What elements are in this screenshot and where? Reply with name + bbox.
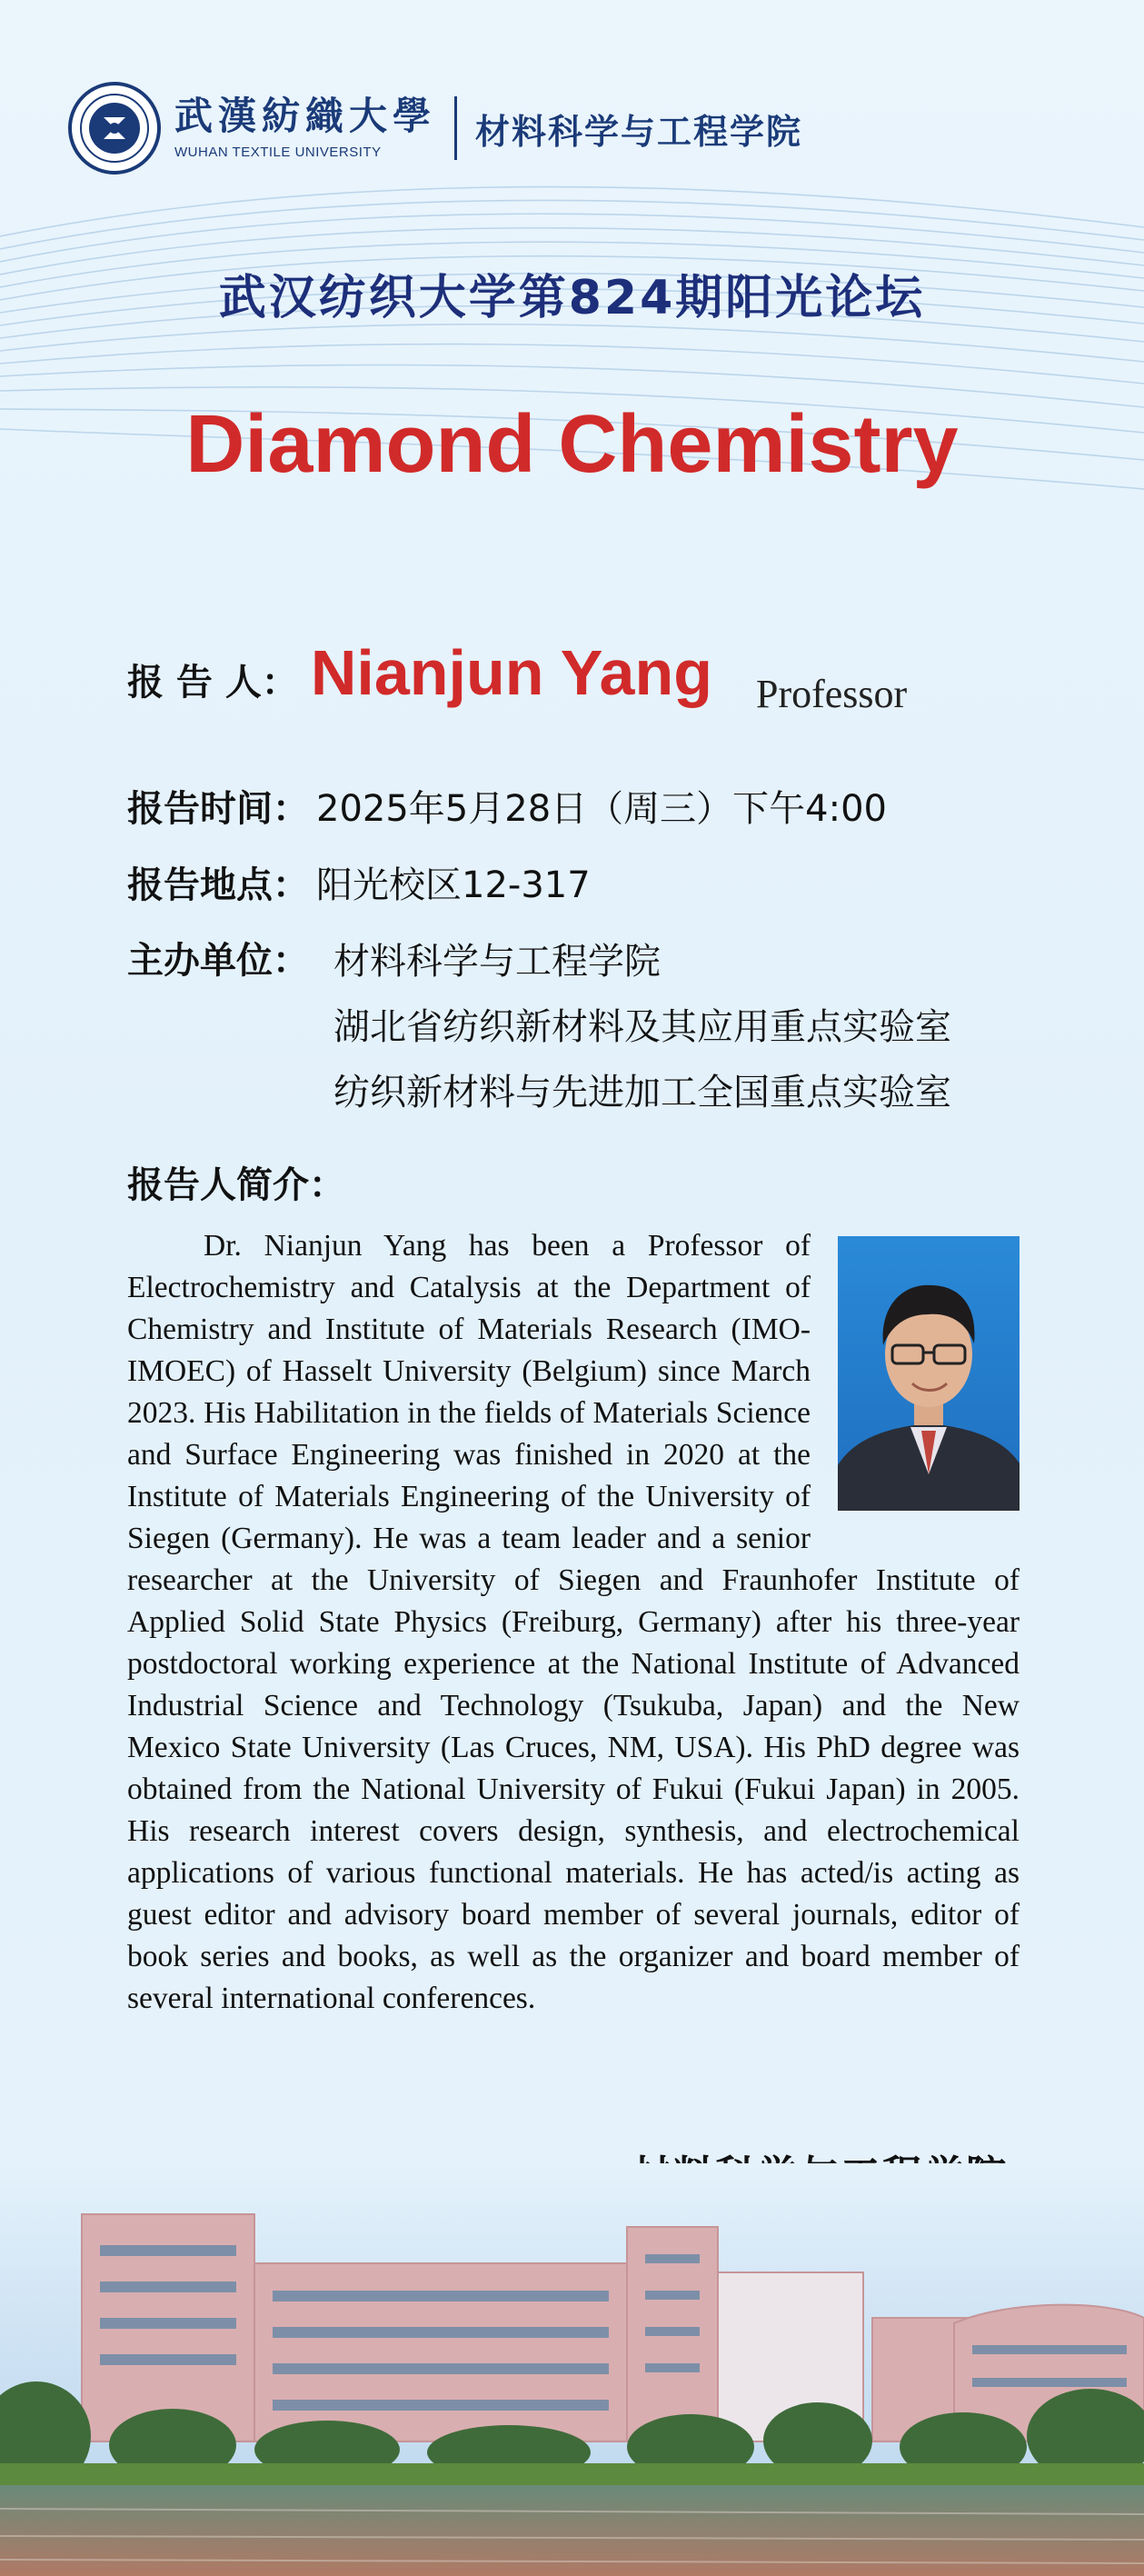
campus-illustration: [0, 2163, 1144, 2576]
speaker-name: Nianjun Yang: [310, 637, 712, 708]
decorative-wave-lines: [0, 182, 1144, 582]
bio-paragraph: [127, 1225, 1020, 2020]
portrait-icon: [838, 1236, 1020, 1511]
organizer-label: 主办单位：: [127, 940, 309, 982]
university-name-cn: 武漢紡織大學: [174, 93, 437, 138]
college-name: 材料科学与工程学院: [475, 111, 803, 152]
talk-title: Diamond Chemistry: [185, 399, 959, 490]
location-row: [127, 856, 591, 908]
organizer-row: [127, 932, 309, 983]
bio-heading: 报告人简介：: [127, 1164, 345, 1206]
header-divider: [454, 96, 457, 160]
university-emblem-icon: [67, 81, 162, 175]
university-name-block: [174, 93, 437, 160]
time-row: [127, 780, 887, 832]
university-name-en: WUHAN TEXTILE UNIVERSITY: [174, 144, 382, 160]
university-header: [67, 78, 802, 178]
location-value: 阳光校区12-317: [316, 864, 591, 906]
speaker-photo: [838, 1236, 1020, 1511]
speaker-title: Professor: [755, 672, 908, 716]
organizer-item: 纺织新材料与先进加工全国重点实验室: [333, 1072, 951, 1113]
location-label: 报告地点：: [127, 864, 309, 906]
bio-text: Dr. Nianjun Yang has been a Professor of Electrochemistry and Catalysis at the Department of Chemistry and Institute of Materials Research (IMO-IMOEC) of Hasselt University (Belgium) since March 2023. His Habilitation in the fields of Materials Science and Surface Engineering was finished in 2020 at the Institute of Materials Engineering of the University of Siegen (Germany). He was a team leader and a senior researcher at the University of Siegen and Fraunhofer Institute of Applied Solid State Physics (Freiburg, Germany) after his three-year postdoctoral working experience at the National Institute of Advanced Industrial Science and Technology (Tsukuba, Japan) and the New Mexico State University (Las Cruces, NM, USA). His PhD degree was obtained from the National University of Fukui (Fukui Japan) in 2005. His research interest covers design, synthesis, and electrochemical applications of various functional materials. He has acted/is acting as guest editor and advisory board member of several journals, editor of book series and books, as well as the organizer and board member of several international conferences.: [127, 1229, 1020, 2015]
speaker-label: 报 告 人：: [127, 662, 298, 704]
time-value: 2025年5月28日（周三）下午4:00: [316, 788, 887, 830]
organizer-item: 湖北省纺织新材料及其应用重点实验室: [333, 1006, 951, 1048]
organizer-list: [333, 929, 951, 1125]
forum-title: 武汉纺织大学第824期阳光论坛: [218, 271, 926, 325]
speaker-row: [127, 636, 908, 716]
time-label: 报告时间：: [127, 788, 309, 830]
organizer-item: 材料科学与工程学院: [333, 941, 661, 983]
